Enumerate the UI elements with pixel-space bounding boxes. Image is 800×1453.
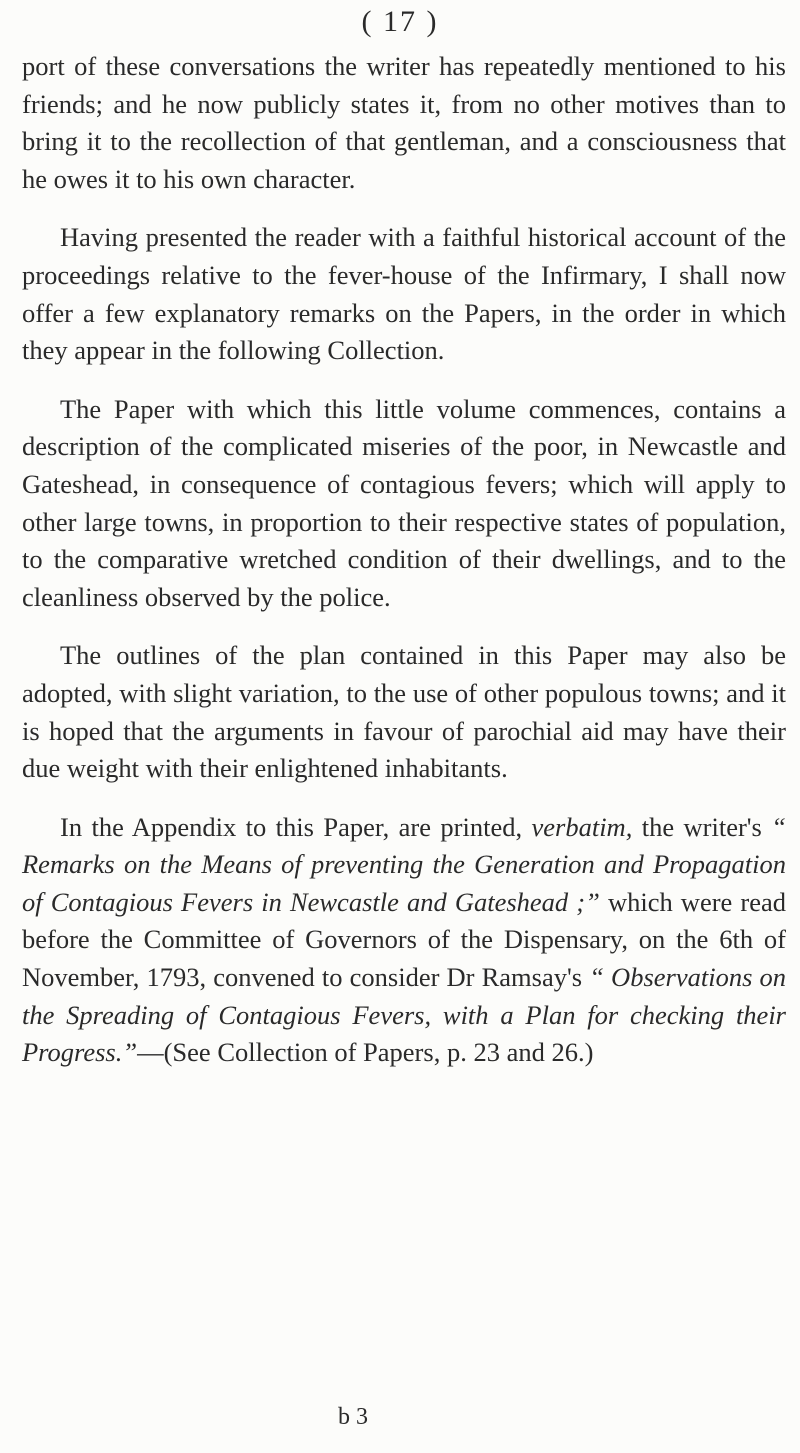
paragraph-historical-account: Having presented the reader with a faithful historical account of the proceedings relative to the fever-house of the Infirmary, I shall now offer a few explanatory remarks on the Papers, in the order in which they appear in the following Collection.: [22, 222, 786, 366]
appendix-verbatim: verbatim,: [531, 811, 633, 842]
appendix-title-remarks: “ Remarks on the Means of preventing the Generation and Propagation of Contagious Fevers in Newcastle and Gateshead ;”: [22, 811, 787, 917]
appendix-intro: In the Appendix to this Paper, are printed,: [60, 811, 523, 842]
body-text: [22, 48, 786, 1072]
paragraph-first-paper: The Paper with which this little volume commences, contains a description of the complicated miseries of the poor, in Newcastle and Gateshead, in consequence of contagious fevers; which will apply to other large towns, in proportion to their respective states of population, to the comparative wretched condition of their dwellings, and to the cleanliness observed by the police.: [22, 393, 786, 612]
appendix-middle: which were read before the Committee of Governors of the Dispensary, on the 6th of November, 1793, convened to consider Dr Ramsay's: [22, 886, 786, 993]
signature-mark: b 3: [338, 1404, 368, 1430]
paragraph-plan-outlines: The outlines of the plan contained in this Paper may also be adopted, with slight variation, to the use of other populous towns; and it is hoped that the arguments in favour of parochial aid may have their due weight with their enlightened inhabitants.: [22, 640, 786, 784]
page-number: ( 17 ): [361, 5, 439, 38]
appendix-writers: the writer's: [641, 811, 762, 842]
appendix-title-observations: “ Observations on the Spreading of Contagious Fevers, with a Plan for checking their Progress.”: [22, 962, 786, 1068]
paragraph-appendix: [22, 809, 786, 1072]
appendix-end: —(See Collection of Papers, p. 23 and 26.): [137, 1037, 594, 1068]
paragraph-continuation: port of these conversations the writer has repeatedly mentioned to his friends; and he now publicly states it, from no other motives than to bring it to the recollection of that gentleman, and a consciousness that he owes it to his own character.: [22, 51, 786, 194]
